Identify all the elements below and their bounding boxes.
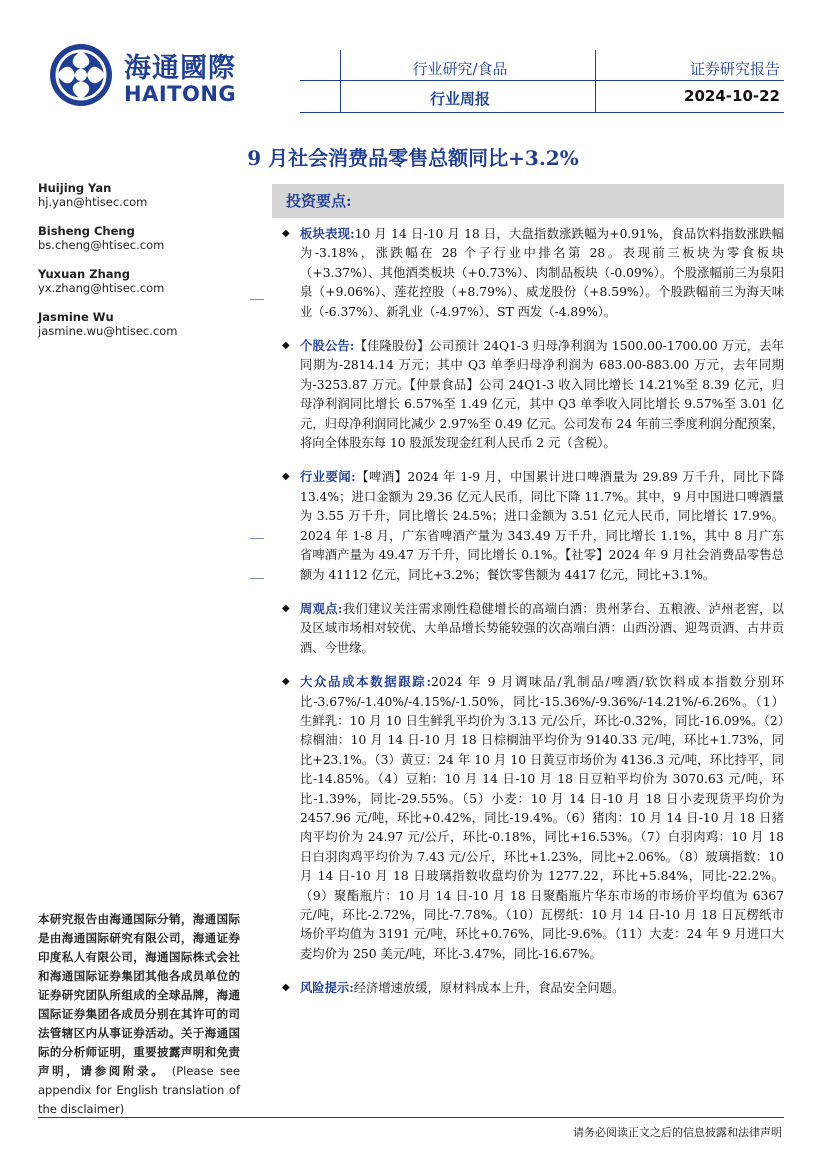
bullet-text: 我们建议关注需求刚性稳健增长的高端白酒：贵州茅台、五粮液、泸州老窖，以及区域市场相对较优、大单品增长势能较强的次高端白酒：山西汾酒、迎驾贡酒、古井贡酒、今世缘。: [300, 601, 784, 655]
disclaimer-en: (Please see appendix for English translation of the disclaimer): [38, 1064, 241, 1116]
bullet-label: 行业要闻:: [300, 469, 356, 485]
footer-note: 请务必阅读正文之后的信息披露和法律声明: [573, 1126, 782, 1139]
list-item: [280, 599, 784, 658]
list-item: [280, 978, 784, 998]
page-title: 9 月社会消费品零售总额同比+3.2%: [247, 146, 579, 170]
haitong-emblem-icon: [48, 42, 114, 108]
analyst-card: [38, 267, 258, 296]
bullet-label: 板块表现:: [300, 226, 355, 241]
analyst-name: Jasmine Wu: [38, 310, 114, 324]
logo-text-en: HAITONG: [124, 82, 237, 106]
disclaimer-cn: 本研究报告由海通国际分销，海通国际是由海通国际研究有限公司，海通证券印度私人有限公司，海通国际株式会社和海通国际证券集团其他各成员单位的证券研究团队所组成的全球品牌，海通国际证券集团各成员分别在其许可的司法管辖区内从事证券活动。关于海通国际的分析师证明，重要披露声明和免责声明，请参阅附录。: [38, 912, 240, 1078]
analyst-email[interactable]: jasmine.wu@htisec.com: [38, 324, 178, 338]
analyst-name: Yuxuan Zhang: [38, 267, 130, 281]
investment-highlights-heading: 投资要点:: [272, 184, 784, 218]
bullet-label: 周观点:: [300, 600, 343, 616]
analyst-card: [38, 310, 258, 339]
highlights-list: [280, 224, 784, 1013]
analyst-card: [38, 224, 258, 253]
header-separator-right: [595, 50, 596, 112]
bullet-icon: ◆: [282, 676, 290, 688]
report-kind: 行业周报: [429, 90, 490, 108]
analyst-name: Bisheng Cheng: [38, 224, 135, 238]
haitong-logo: [48, 40, 248, 112]
report-date: 2024-10-22: [684, 87, 780, 105]
list-item: [280, 672, 784, 964]
header-divider: [300, 80, 784, 81]
bullet-text: 【佳隆股份】公司预计 24Q1-3 归母净利润为 1500.00-1700.00 万元，去年同期为-2814.14 万元；其中 Q3 单季归母净利润为 683.00-883.00 万元，去年同期为-3253.87 万元。【仲景食品】公司 24Q1-3 收入同比增长 14.21%至 8.39 亿元，归母净利润同比增长 6.57%至 1.49 亿元，其中 Q3 单季收入同比增长 9.57%至 3.01 亿元，归母净利润同比减少 2.97%至 0.49 亿元。公司发布 24 年前三季度利润分配预案，将向全体股东每 10 股派发现金红利人民币 2 元（含税）。: [300, 339, 784, 451]
list-item: [280, 467, 784, 584]
analyst-email[interactable]: hj.yan@htisec.com: [38, 195, 148, 209]
header-bottom-rule: [300, 112, 784, 113]
logo-text-cn: 海通國際: [124, 53, 236, 84]
analyst-card: [38, 181, 258, 210]
report-category: 行业研究/食品: [412, 60, 508, 78]
margin-tick: [250, 538, 264, 539]
analyst-email[interactable]: yx.zhang@htisec.com: [38, 281, 165, 295]
bullet-text: 10 月 14 日-10 月 18 日，大盘指数涨跌幅为+0.91%，食品饮料指数涨跌幅为-3.18%，涨跌幅在 28 个子行业中排名第 28。表现前三板块为零食板块（+3.37%）、其他酒类板块（+0.73%）、肉制品板块（-0.09%）。个股涨幅前三为泉阳泉（+9.06%）、莲花控股（+8.79%）、威龙股份（+8.59%）。个股跌幅前三为海天味业（-6.37%）、新乳业（-4.97%）、ST 西发（-4.89%）。: [300, 227, 784, 319]
bullet-icon: ◆: [282, 982, 290, 994]
margin-tick: [250, 578, 264, 579]
bullet-icon: ◆: [282, 228, 290, 239]
analyst-email[interactable]: bs.cheng@htisec.com: [38, 238, 165, 252]
bullet-text: 【啤酒】2024 年 1-9 月，中国累计进口啤酒量为 29.89 万千升，同比下降 13.4%；进口金额为 29.36 亿元人民币，同比下降 11.7%。其中，9 月中国进口啤酒量为 3.55 万千升，同比增长 24.5%；进口金额为 3.51 亿元人民币，同比增长 17.9%。2024 年 1-8 月，广东省啤酒产量为 343.49 万千升，同比增长 1.1%，其中 8 月广东省啤酒产量为 49.47 万千升，同比增长 0.1%。【社零】2024 年 9 月社会消费品零售总额为 41112 亿元，同比+3.2%；餐饮零售额为 4417 亿元，同比+3.1%。: [300, 470, 784, 582]
bullet-label: 大众品成本数据跟踪:: [300, 674, 431, 690]
list-item: [280, 336, 784, 453]
bullet-label: 风险提示:: [300, 980, 354, 996]
analyst-list: [38, 181, 258, 353]
bullet-icon: ◆: [282, 340, 290, 352]
analyst-name: Huijing Yan: [38, 181, 112, 195]
margin-tick: [250, 299, 264, 300]
bullet-icon: ◆: [282, 602, 290, 614]
bullet-text: 经济增速放缓，原材料成本上升，食品安全问题。: [353, 981, 625, 996]
footer-rule: [38, 1117, 784, 1118]
report-type: 证券研究报告: [689, 60, 780, 78]
disclaimer: [38, 910, 240, 1119]
bullet-icon: ◆: [282, 471, 290, 483]
list-item: [280, 224, 784, 322]
bullet-text: 2024 年 9 月调味品/乳制品/啤酒/软饮料成本指数分别环比-3.67%/-1.40%/-4.15%/-1.50%，同比-15.36%/-9.36%/-14.21%/-6.26%。（1）生鲜乳：10 月 10 日生鲜乳平均价为 3.13 元/公斤，环比-0.32%，同比-16.09%。（2）棕榈油：10 月 14 日-10 月 18 日棕榈油平均价为 9140.33 元/吨，环比+1.73%，同比+23.1%。（3）黄豆：24 年 10 月 10 日黄豆市场价为 4136.3 元/吨，环比持平，同比-14.85%。（4）豆粕：10 月 14 日-10 月 18 日豆粕平均价为 3070.63 元/吨，环比-1.39%，同比-29.55%。（5）小麦：10 月 14 日-10 月 18 日小麦现货平均价为 2457.96 元/吨，环比+0.42%，同比-19.4%。（6）猪肉：10 月 14 日-10 月 18 日猪肉平均价为 24.97 元/公斤，环比-0.18%，同比+16.53%。（7）白羽肉鸡：10 月 18 日白羽肉鸡平均价为 7.43 元/公斤，环比+1.23%，同比+2.06%。（8）玻璃指数：10 月 14 日-10 月 18 日玻璃指数收盘均价为 1277.22，环比+5.84%，同比-22.2%。（9）聚酯瓶片：10 月 14 日-10 月 18 日聚酯瓶片华东市场的市场价平均值为 6367 元/吨，环比-2.72%，同比-7.78%。（10）瓦楞纸：10 月 14 日-10 月 18 日瓦楞纸市场价平均值为 3191 元/吨，环比+0.76%，同比-9.6%。（11）大麦：24 年 9 月进口大麦均价为 250 美元/吨，环比-3.47%，同比-16.67%。: [300, 675, 784, 961]
bullet-label: 个股公告:: [300, 338, 355, 354]
